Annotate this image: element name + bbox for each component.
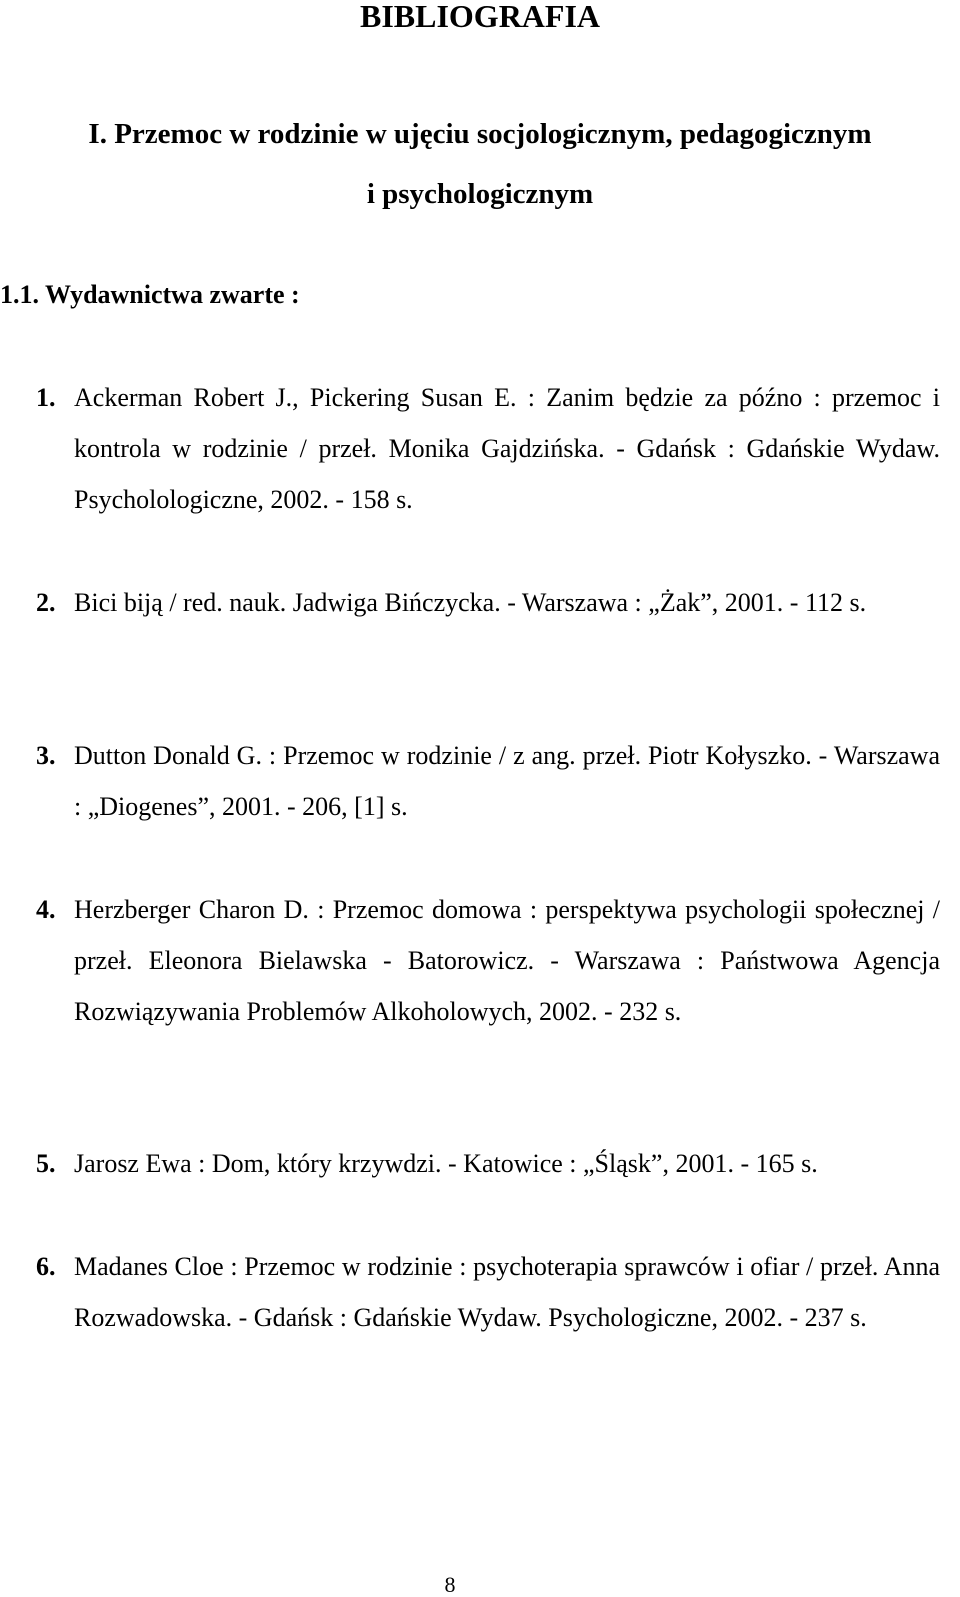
entry-text: Jarosz Ewa : Dom, który krzywdzi. - Katowice : „Śląsk”, 2001. - 165 s. xyxy=(74,1149,818,1178)
entry-text: Bici biją / red. nauk. Jadwiga Bińczycka. - Warszawa : „Żak”, 2001. - 112 s. xyxy=(74,588,867,617)
bibliography-entry-3 xyxy=(36,730,940,832)
entry-number: 5. xyxy=(36,1149,56,1178)
entry-text: Dutton Donald G. : Przemoc w rodzinie / z ang. przeł. Piotr Kołyszko. - Warszawa : „Diogenes”, 2001. - 206, [1] s. xyxy=(74,741,940,821)
section-heading xyxy=(0,104,960,224)
entry-text: Herzberger Charon D. : Przemoc domowa : perspektywa psychologii społecznej / przeł. Eleonora Bielawska - Batorowicz. - Warszawa : Państwowa Agencja Rozwiązywania Problemów Alkoholowych, 2002. - 232 s. xyxy=(74,895,940,1026)
bibliography-entry-5 xyxy=(36,1138,940,1189)
bibliography-entry-2 xyxy=(36,577,940,628)
entry-number: 4. xyxy=(36,895,56,924)
bibliography-entry-1 xyxy=(36,372,940,525)
section-heading-line2: i psychologicznym xyxy=(366,178,594,210)
section-heading-line1: I. Przemoc w rodzinie w ujęciu socjologicznym, pedagogicznym xyxy=(88,118,872,150)
bibliography-entry-4 xyxy=(36,884,940,1037)
entry-text: Madanes Cloe : Przemoc w rodzinie : psychoterapia sprawców i ofiar / przeł. Anna Rozwadowska. - Gdańsk : Gdańskie Wydaw. Psychologiczne, 2002. - 237 s. xyxy=(74,1252,940,1332)
bibliography-entry-6 xyxy=(36,1241,940,1343)
entry-number: 6. xyxy=(36,1252,56,1281)
entry-number: 2. xyxy=(36,588,56,617)
entry-text: Ackerman Robert J., Pickering Susan E. : Zanim będzie za późno : przemoc i kontrola w rodzinie / przeł. Monika Gajdzińska. - Gdańsk : Gdańskie Wydaw. Psycholologiczne, 2002. - 158 s. xyxy=(74,383,940,514)
page-number: 8 xyxy=(444,1572,456,1597)
subsection-heading: 1.1. Wydawnictwa zwarte : xyxy=(0,280,300,309)
entry-number: 1. xyxy=(36,383,56,412)
document-title: BIBLIOGRAFIA xyxy=(359,0,601,34)
entry-number: 3. xyxy=(36,741,56,770)
